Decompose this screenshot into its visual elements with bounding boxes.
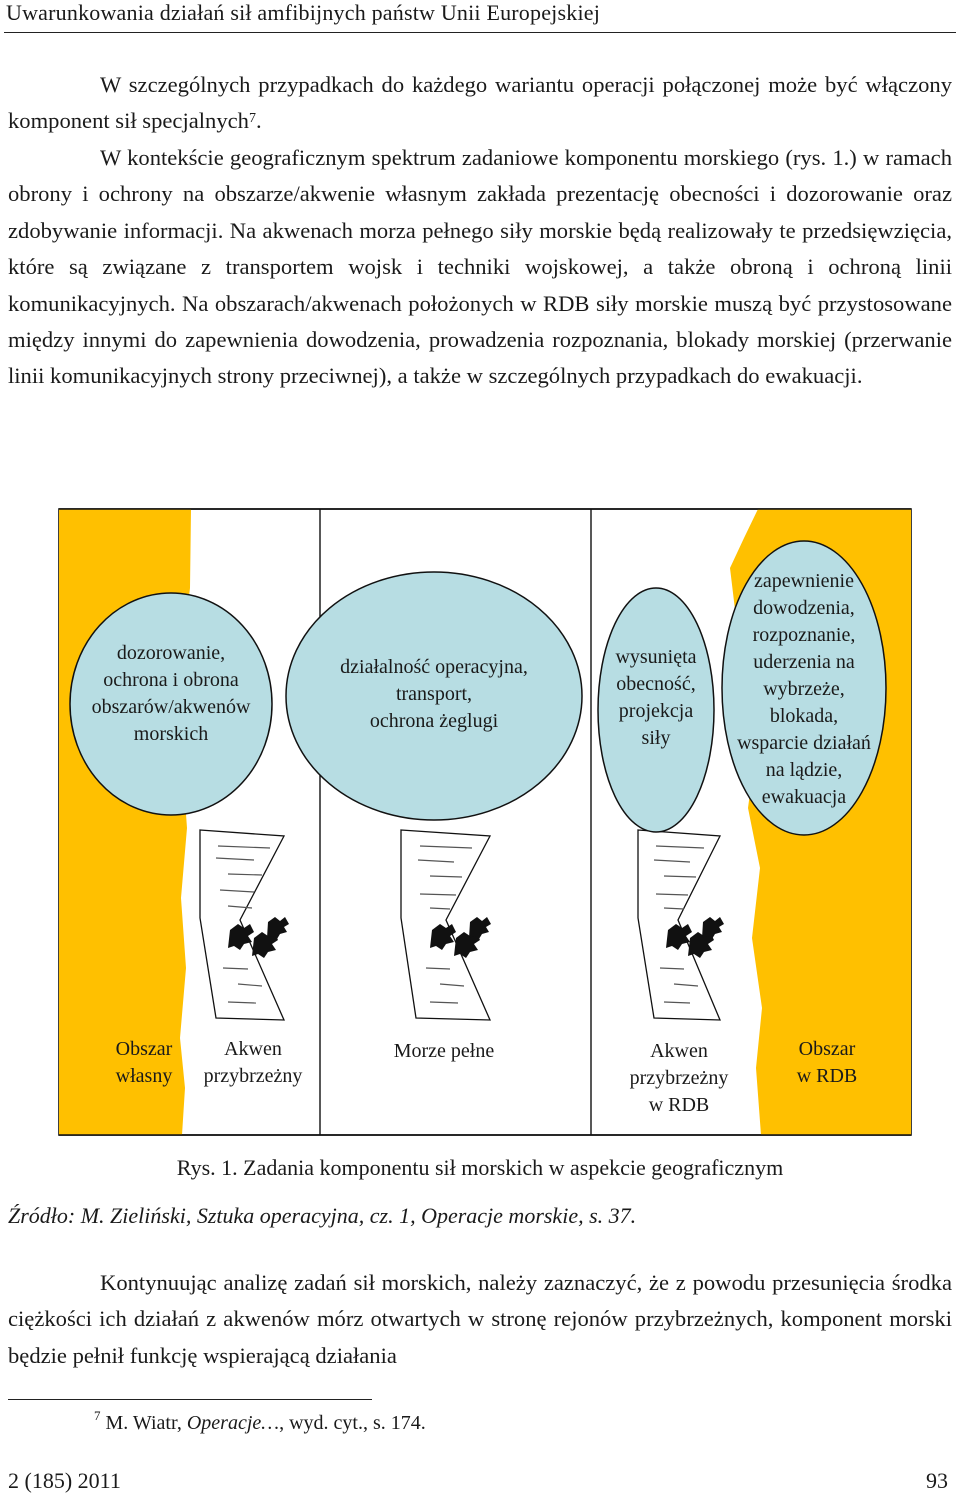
paragraph-3: Kontynuując analizę zadań sił morskich, należy zaznaczyć, że z powodu przesunięcia środka ciężkości ich działań z akwenów mórz otwartych w stronę rejonów przybrzeżnych, komponent morski będzie pełnił funkcję wspierającą działania	[8, 1270, 952, 1368]
footnote-text-post: , wyd. cyt., s. 174.	[279, 1412, 426, 1434]
paragraph-1-text: W szczególnych przypadkach do każdego wariantu operacji połączonej może być włączony komponent sił specjalnych	[8, 72, 952, 134]
running-title: Uwarunkowania działań sił amfibijnych państw Unii Europejskiej	[6, 0, 601, 25]
ellipse-4-label: zapewnienie dowodzenia, rozpoznanie, uderzenia na wybrzeże, blokada, wsparcie działań na lądzie, ewakuacja	[737, 570, 871, 808]
footnote-number: 7	[94, 1408, 101, 1423]
paragraph-2: W kontekście geograficznym spektrum zadaniowe komponentu morskiego (rys. 1.) w ramach obrony i ochrony na obszarze/akwenie własnym zakłada prezentację obecności i dozorowanie oraz zdobywanie informacji. Na akwenach morza pełnego siły morskie będą realizowały te przedsięwzięcia, które są związane z transportem wojsk i techniki wojskowej, a także obroną i ochroną linii komunikacyjnych. Na obszarach/akwenach położonych w RDB siły morskie muszą być przystosowane między innymi do zapewnienia dowodzenia, prowadzenia rozpoznania, blokady morskiej (przerwanie linii komunikacyjnych strony przeciwnej), a także w szczególnych przypadkach do ewakuacji.	[8, 145, 952, 389]
paragraph-1	[8, 67, 952, 140]
ellipse-1-label: dozorowanie, ochrona i obrona obszarów/akwenów morskich	[91, 642, 251, 745]
footnote-text-pre: M. Wiatr,	[100, 1412, 187, 1434]
ellipse-3-label: wysunięta obecność, projekcja siły	[615, 646, 697, 749]
paragraph-1-end: .	[255, 108, 262, 134]
zone-label-coastal-waters-rdb: Akwen przybrzeżny w RDB	[629, 1040, 729, 1116]
footnote-rule	[8, 1399, 372, 1400]
footnote-7	[94, 1408, 426, 1435]
footnote-title: Operacje…	[186, 1412, 280, 1434]
zone-label-coastal-waters: Akwen przybrzeżny	[203, 1038, 303, 1087]
figure-caption: Rys. 1. Zadania komponentu sił morskich w aspekcie geograficznym	[176, 1155, 784, 1180]
page-number: 93	[926, 1468, 948, 1493]
header-rule	[4, 32, 956, 33]
figure-source: Źródło: M. Zieliński, Sztuka operacyjna, cz. 1, Operacje morskie, s. 37.	[8, 1203, 637, 1228]
zone-label-rdb-area: Obszar w RDB	[796, 1038, 858, 1087]
ellipse-2-label: działalność operacyjna, transport, ochrona żeglugi	[340, 656, 528, 732]
zone-label-open-sea: Morze pełne	[393, 1040, 495, 1062]
issue-number: 2 (185) 2011	[8, 1468, 121, 1493]
figure-1	[58, 508, 912, 1136]
footnote-ref-7[interactable]: 7	[248, 111, 256, 127]
zone-label-own-area: Obszar własny	[115, 1038, 173, 1087]
